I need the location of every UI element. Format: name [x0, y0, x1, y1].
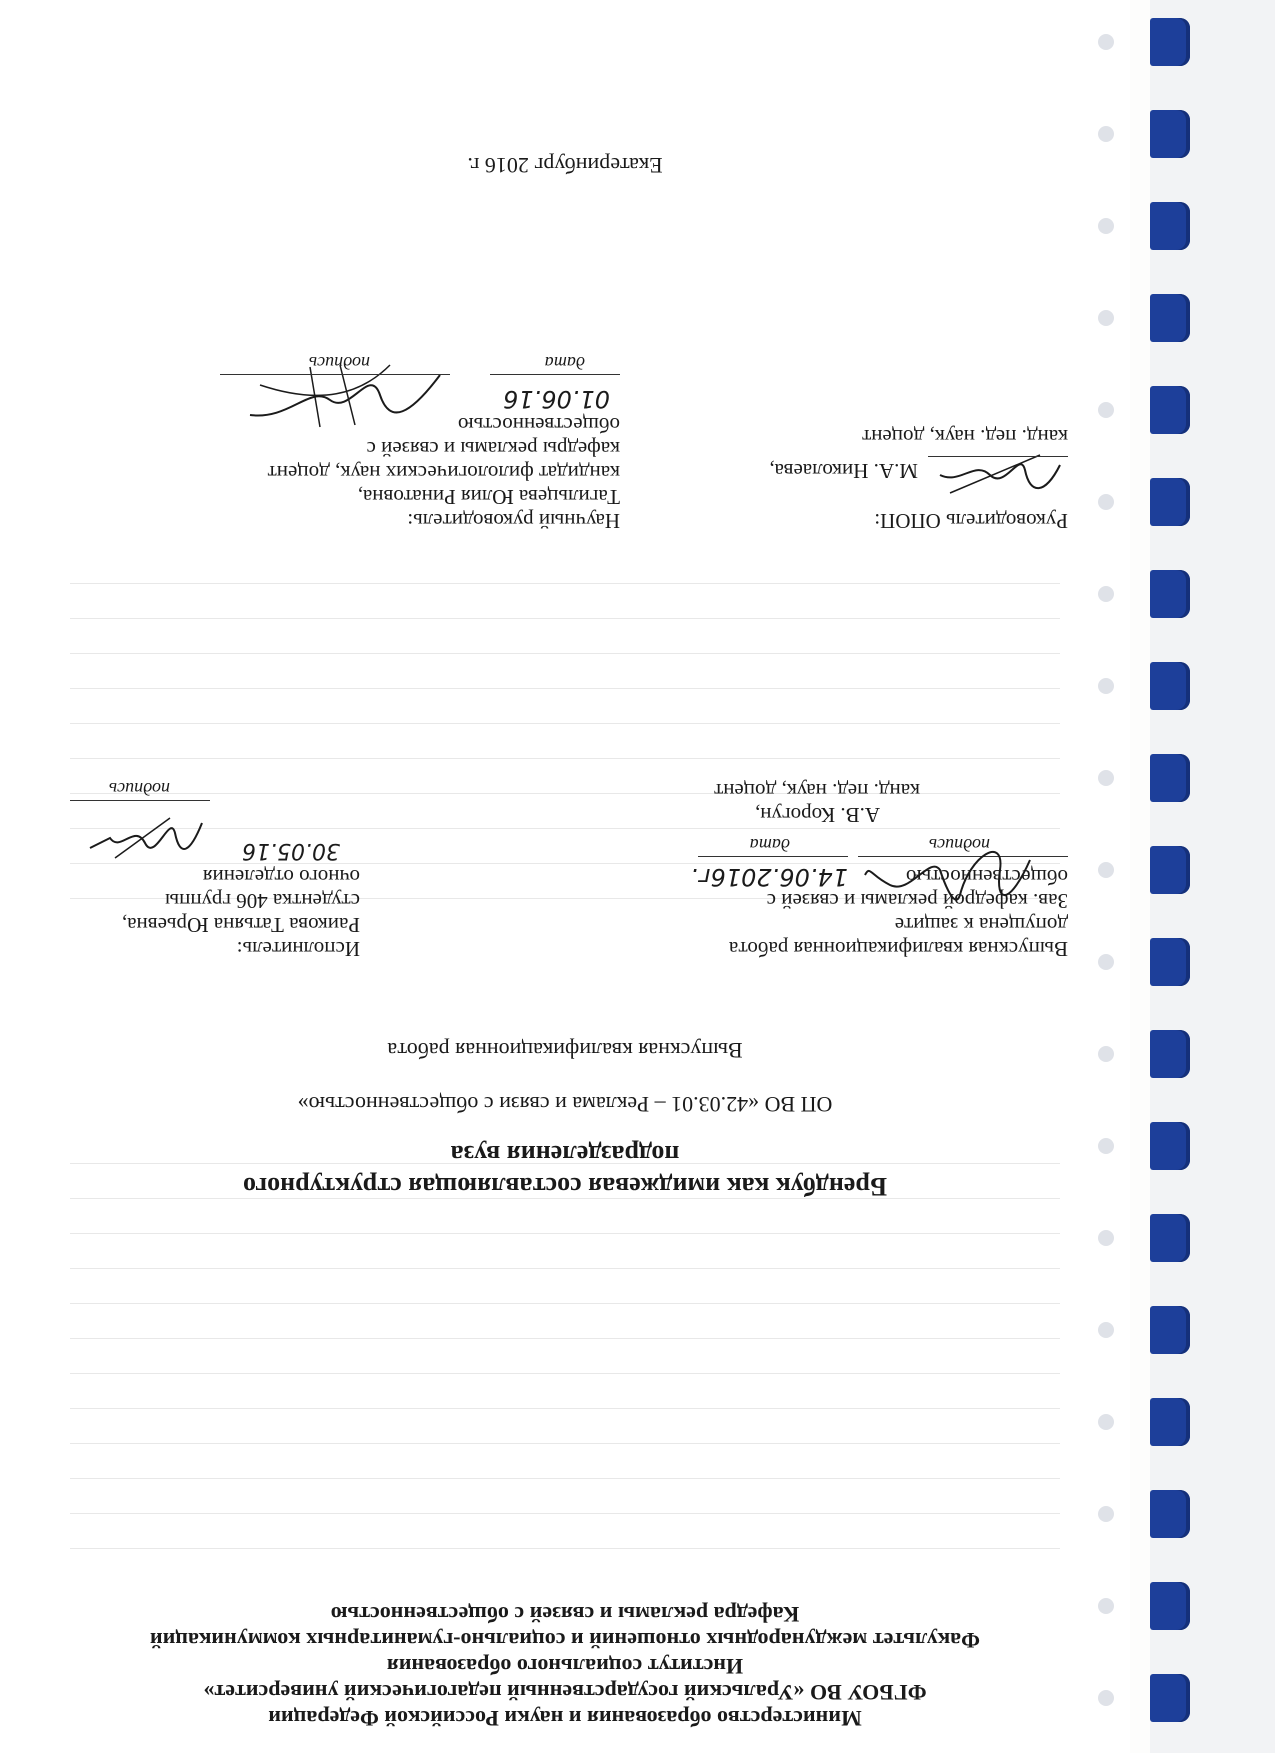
head-signature — [860, 845, 1040, 915]
opop-degree: канд. пед. наук, доцент — [862, 425, 1068, 449]
binding-coil — [1150, 662, 1190, 710]
opop-label: Руководитель ОПОП: — [874, 509, 1068, 533]
binding-coil — [1150, 1490, 1190, 1538]
binding-coil — [1150, 1122, 1190, 1170]
supervisor-name: Тагильцева Юлия Ринатовна, — [357, 485, 620, 509]
executor-signature-caption: подпись — [108, 779, 170, 799]
binding-coil — [1150, 1214, 1190, 1262]
supervisor-dept-2: общественностью — [457, 413, 620, 437]
executor-form: очного отделения — [202, 865, 360, 889]
thesis-title-line-2: подразделения вуза — [450, 1140, 680, 1169]
binding-coil — [1150, 1398, 1190, 1446]
executor-signature — [80, 803, 210, 873]
executor-signature-line — [70, 800, 210, 801]
opop-signature-line — [928, 456, 1068, 457]
supervisor-degree: кандидат филологических наук, доцент — [267, 461, 620, 485]
supervisor-date: 01.06.16 — [503, 385, 610, 413]
binding-coil — [1150, 110, 1190, 158]
program-line: ОП ВО «42.03.01 – Реклама и связи с общественностью» — [297, 1092, 833, 1117]
binding-coil — [1150, 478, 1190, 526]
binding-coil — [1150, 386, 1190, 434]
opop-name: М.А. Николаева, — [769, 459, 918, 483]
binding-coil — [1150, 1030, 1190, 1078]
institute-line: Институт социального образования — [386, 1654, 744, 1679]
head-date-caption: дата — [749, 835, 790, 855]
opop-signature — [930, 445, 1070, 505]
binding-coil — [1150, 754, 1190, 802]
binding-coil — [1150, 1306, 1190, 1354]
supervisor-signature-caption: подпись — [308, 353, 370, 373]
executor-label: Исполнитель: — [236, 937, 360, 961]
executor-name: Раикова Татьяна Юрьевна, — [121, 913, 360, 937]
binding-coil — [1150, 202, 1190, 250]
executor-date: 30.05.16 — [242, 838, 340, 863]
head-signature-caption: подпись — [928, 835, 990, 855]
admission-line-3: Зав. кафедрой рекламы и связей с — [766, 889, 1068, 913]
department-line: Кафедра рекламы и связей с общественностью — [330, 1602, 800, 1627]
head-date-line — [698, 856, 848, 857]
head-approval-date: 14.06.2016г. — [690, 863, 848, 891]
head-degree: канд. пед. наук, доцент — [714, 779, 920, 803]
city-year: Екатеринбург 2016 г. — [467, 153, 663, 178]
university-line: ФГБОУ ВО «Уральский государственный педагогический университет» — [203, 1680, 927, 1705]
binding-coil — [1150, 570, 1190, 618]
admission-line-2: допущена к защите — [894, 913, 1068, 937]
executor-block — [122, 865, 360, 961]
supervisor-date-line — [490, 374, 620, 375]
binding-coil — [1150, 294, 1190, 342]
ministry-line: Министерство образования и науки Российской Федерации — [268, 1706, 862, 1731]
binding-coil — [1150, 18, 1190, 66]
supervisor-label: Научный руководитель: — [407, 509, 620, 533]
supervisor-signature-line — [220, 374, 450, 375]
head-name: А.В. Корогун, — [755, 803, 880, 827]
admission-line-4: общественностью — [905, 865, 1068, 889]
work-type-line: Выпускная квалификационная работа — [387, 1038, 743, 1063]
executor-group: студентка 406 группы — [165, 889, 360, 913]
faculty-line: Факультет международных отношений и социально-гуманитарных коммуникаций — [149, 1628, 981, 1653]
binding-coil — [1150, 938, 1190, 986]
binding-coil — [1150, 1674, 1190, 1722]
binding-coil — [1150, 846, 1190, 894]
spiral-binding — [1150, 0, 1275, 1753]
supervisor-dept-1: кафедры рекламы и связей с — [366, 437, 620, 461]
supervisor-date-caption: дата — [544, 353, 585, 373]
admission-line-1: Выпускная квалификационная работа — [728, 937, 1068, 961]
thesis-title-line-1: Брендбук как имиджевая составляющая структурного — [242, 1172, 888, 1201]
binding-coil — [1150, 1582, 1190, 1630]
